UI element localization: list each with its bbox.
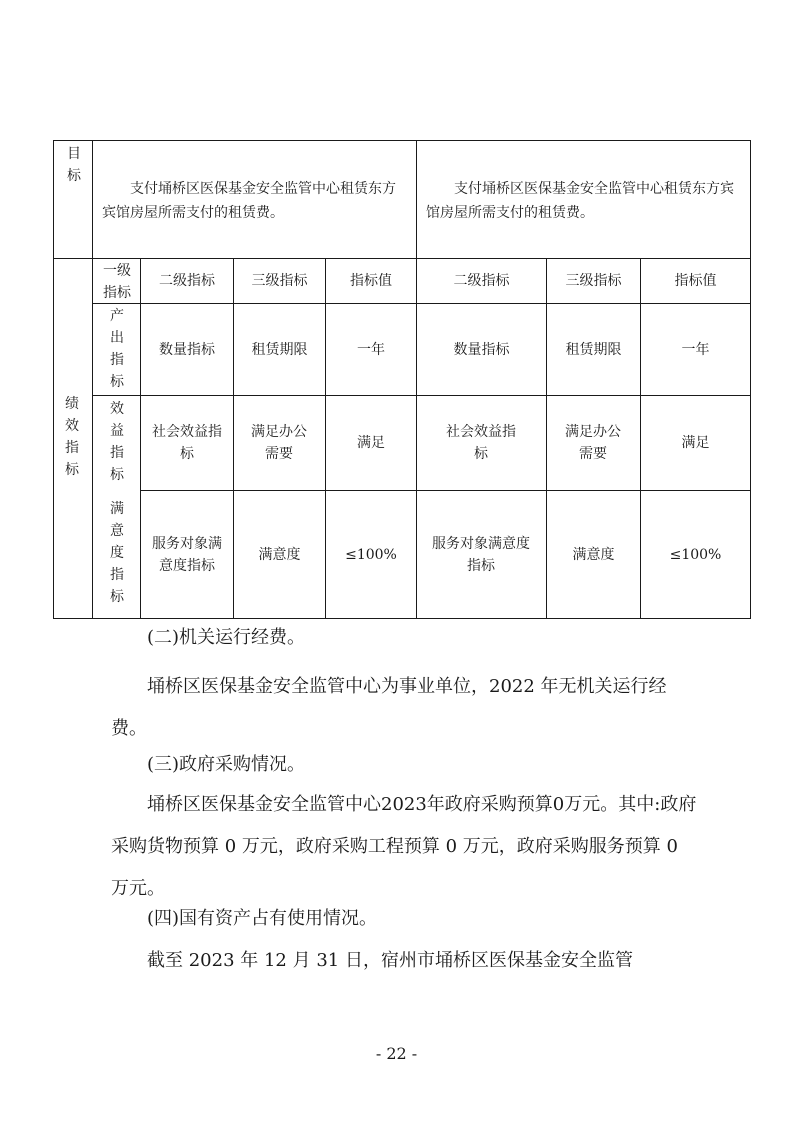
page-number: - 22 -	[375, 1044, 418, 1063]
header-value-right: 指标值	[674, 273, 717, 289]
table-row-value: ≤100%	[345, 546, 397, 563]
table-row-level3: 满足办公需要	[251, 424, 307, 462]
target-description-left: 支付埇桥区医保基金安全监管中心租赁东方宾馆房屋所需支付的租赁费。	[102, 181, 396, 221]
table-row-level2-right: 社会效益指标	[446, 424, 516, 462]
table-row-level2: 社会效益指标	[152, 424, 222, 462]
table-row-value-right: 一年	[681, 341, 710, 358]
table-row-level3-right: 满足办公需要	[565, 424, 621, 462]
header-level1: 一级指标	[103, 262, 131, 301]
table-row-level1: 产出指标	[110, 308, 124, 390]
paragraph-procurement: 埇桥区医保基金安全监管中心2023年政府采购预算0万元。其中:政府采购货物预算 0 万元，政府采购工程预算 0 万元，政府采购服务预算 0 万元。	[111, 794, 697, 899]
table-row-level2-right: 数量指标	[453, 341, 510, 358]
paragraph-state-assets: 截至 2023 年 12 月 31 日，宿州市埇桥区医保基金安全监管	[147, 950, 633, 971]
header-value: 指标值	[350, 273, 392, 289]
section-heading-procurement: (三)政府采购情况。	[147, 754, 306, 775]
target-description-right: 支付埇桥区医保基金安全监管中心租赁东方宾馆房屋所需支付的租赁费。	[426, 181, 734, 221]
table-row-level3-right: 满意度	[572, 546, 615, 563]
header-level3-right: 三级指标	[565, 273, 622, 289]
table-row-level1: 满意度指标	[110, 501, 124, 605]
table-row-level3: 租赁期限	[251, 341, 308, 358]
section-heading-operating-expenses: (二)机关运行经费。	[147, 627, 306, 648]
paragraph-operating-expenses: 埇桥区医保基金安全监管中心为事业单位，2022 年无机关运行经费。	[111, 676, 667, 739]
table-row-level3-right: 租赁期限	[565, 341, 622, 358]
table-row-level1: 效益指标	[110, 401, 124, 483]
target-label: 目标	[67, 146, 81, 184]
table-row-value-right: ≤100%	[669, 546, 722, 563]
header-level3: 三级指标	[251, 273, 308, 289]
table-row-value: 满足	[357, 435, 385, 451]
table-row-level2-right: 服务对象满意度指标	[432, 535, 530, 574]
table-row-value-right: 满足	[681, 435, 710, 451]
header-level2: 二级指标	[159, 273, 215, 289]
performance-indicators-label: 绩效指标	[65, 396, 79, 478]
table-row-level3: 满意度	[258, 546, 301, 563]
section-heading-state-assets: (四)国有资产占有使用情况。	[147, 908, 378, 929]
table-row-value: 一年	[357, 341, 385, 358]
table-row-level2: 数量指标	[159, 341, 215, 358]
table-row-level2: 服务对象满意度指标	[152, 535, 222, 574]
header-level2-right: 二级指标	[453, 273, 510, 289]
